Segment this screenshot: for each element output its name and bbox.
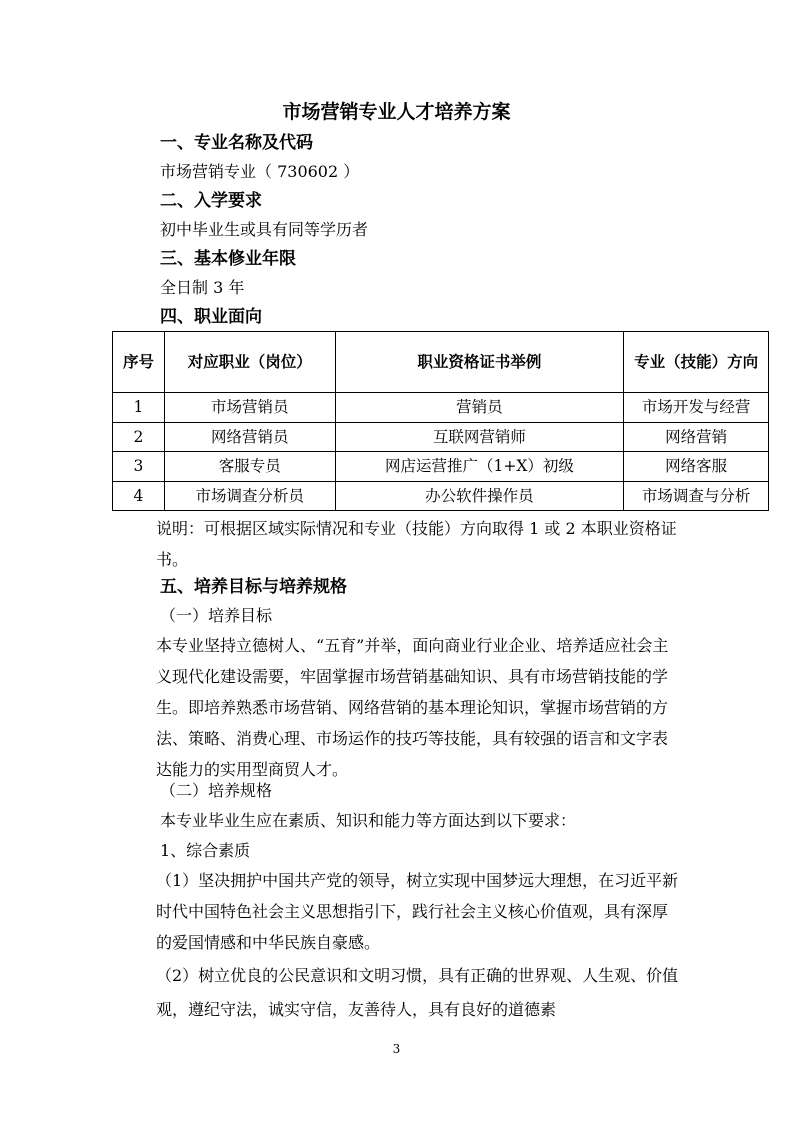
page-title: 市场营销专业人才培养方案 (282, 101, 511, 123)
section-heading-goals: 五、培养目标与培养规格 (160, 577, 347, 597)
section-heading-career: 四、职业面向 (160, 307, 262, 327)
admission-text: 初中毕业生或具有同等学历者 (160, 220, 369, 239)
section-heading-admission: 二、入学要求 (160, 191, 262, 211)
table-header-row (113, 332, 769, 393)
quality-paragraph-1: （1）坚决拥护中国共产党的领导，树立实现中国梦远大理想，在习近平新时代中国特色社会主义思想指引下，践行社会主义核心价值观，具有深厚的爱国情感和中华民族自豪感。 (156, 871, 679, 952)
table-row (113, 481, 769, 511)
table-row (113, 452, 769, 482)
item-heading-quality: 1、综合素质 (160, 841, 251, 860)
table-header-cell: 专业（技能）方向 (624, 332, 769, 393)
table-cell: 2 (113, 422, 165, 452)
table-header-cell: 序号 (113, 332, 165, 393)
section-heading-duration: 三、基本修业年限 (160, 249, 296, 269)
table-cell: 网络营销 (624, 422, 769, 452)
table-cell: 客服专员 (164, 452, 335, 482)
table-cell: 营销员 (335, 393, 624, 423)
table-header-cell: 职业资格证书举例 (335, 332, 624, 393)
table-cell: 互联网营销师 (335, 422, 624, 452)
table-note: 说明：可根据区域实际情况和专业（技能）方向取得 1 或 2 本职业资格证书。 (156, 519, 677, 569)
table-cell: 市场营销员 (164, 393, 335, 423)
quality-paragraph-2: （2）树立优良的公民意识和文明习惯，具有正确的世界观、人生观、价值观，遵纪守法，诚实守信，友善待人，具有良好的道德素 (156, 966, 679, 1019)
table-cell: 市场调查分析员 (164, 481, 335, 511)
table-cell: 网店运营推广（1+X）初级 (335, 452, 624, 482)
subheading-goal: （一）培养目标 (160, 606, 273, 625)
table-cell: 办公软件操作员 (335, 481, 624, 511)
table-row (113, 422, 769, 452)
table-cell: 3 (113, 452, 165, 482)
major-name-text: 市场营销专业（ 730602 ） (160, 162, 360, 181)
section-heading-major-name: 一、专业名称及代码 (160, 133, 313, 153)
career-table (112, 331, 769, 511)
table-cell: 网络客服 (624, 452, 769, 482)
goal-paragraph: 本专业坚持立德树人、“五育”并举，面向商业行业企业、培养适应社会主义现代化建设需要，牢固掌握市场营销基础知识、具有市场营销技能的学生。即培养熟悉市场营销、网络营销的基本理论知识，掌握市场营销的方法、策略、消费心理、市场运作的技巧等技能，具有较强的语言和文字表达能力的实用型商贸人才。 (156, 636, 669, 779)
table-cell: 市场开发与经营 (624, 393, 769, 423)
requirement-intro: 本专业毕业生应在素质、知识和能力等方面达到以下要求： (160, 811, 577, 830)
subheading-spec: （二）培养规格 (160, 781, 273, 800)
table-row (113, 393, 769, 423)
table-cell: 4 (113, 481, 165, 511)
table-cell: 网络营销员 (164, 422, 335, 452)
duration-text: 全日制 3 年 (160, 278, 245, 297)
table-header-cell: 对应职业（岗位） (164, 332, 335, 393)
table-cell: 市场调查与分析 (624, 481, 769, 511)
page-number: 3 (392, 1042, 401, 1056)
table-cell: 1 (113, 393, 165, 423)
